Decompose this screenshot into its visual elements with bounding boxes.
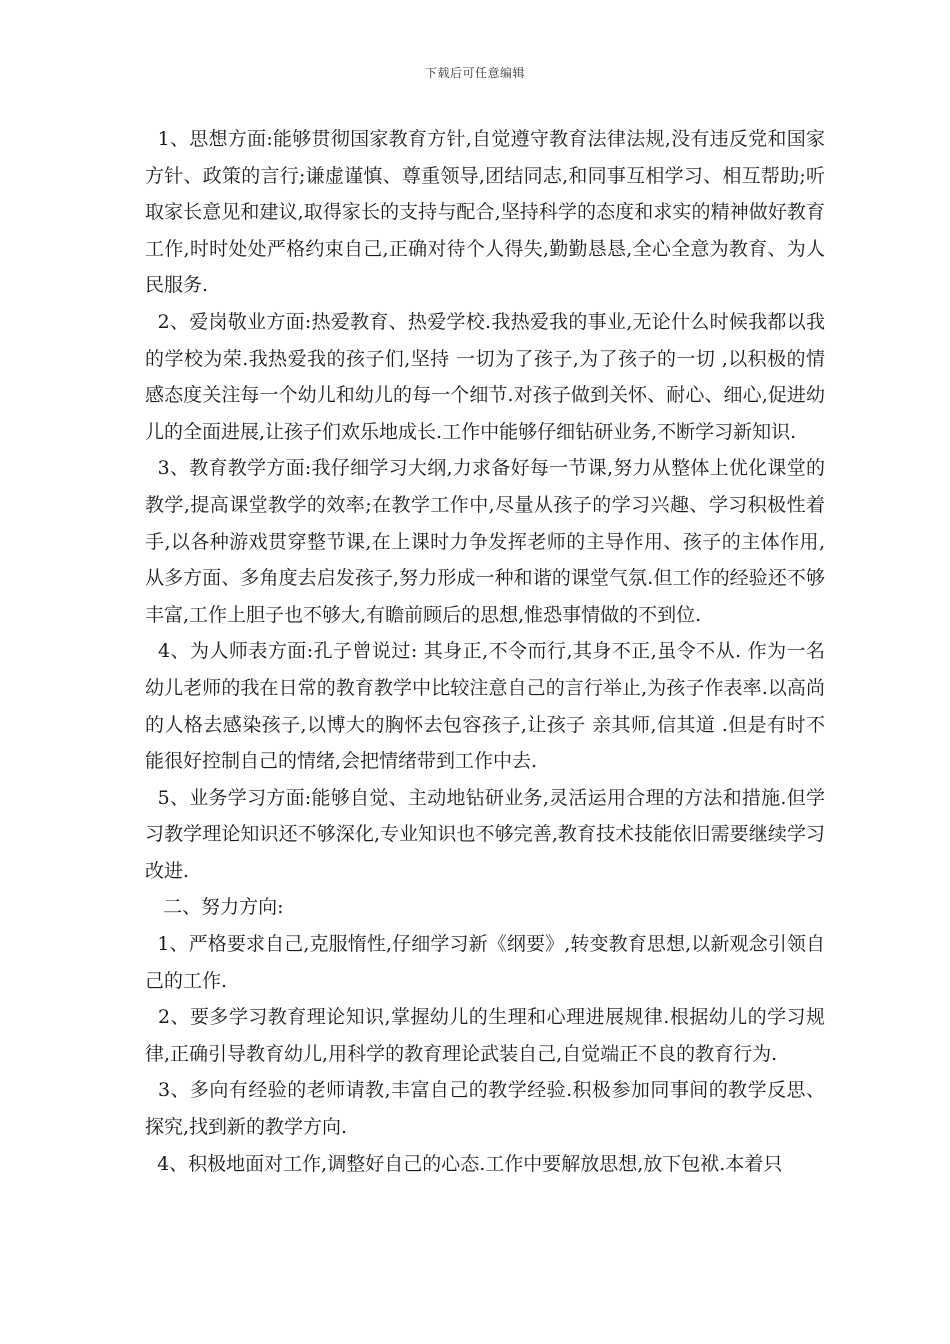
paragraph-direction-2: 2、要多学习教育理论知识,掌握幼儿的生理和心理进展规律.根据幼儿的学习规律,正确引导教育幼儿,用科学的教育理论武装自己,自觉端正不良的教育行为. <box>145 1006 825 1065</box>
paragraph-role-model: 4、为人师表方面:孔子曾说过: 其身正,不令而行,其身不正,虽令不从. 作为一名幼儿老师的我在日常的教育教学中比较注意自己的言行举止,为孩子作表率.以高尚的人格去感染孩子,以博大的胸怀去包容孩子,让孩子 亲其师,信其道 .但是有时不能很好控制自己的情绪,会把情绪带到工作中去. <box>145 640 825 773</box>
document-body <box>145 121 825 1182</box>
section-heading-direction: 二、努力方向: <box>145 896 284 919</box>
paragraph-study: 5、业务学习方面:能够自觉、主动地钻研业务,灵活运用合理的方法和措施.但学习教学理论知识还不够深化,专业知识也不够完善,教育技术技能依旧需要继续学习改进. <box>145 786 825 882</box>
paragraph-teaching: 3、教育教学方面:我仔细学习大纲,力求备好每一节课,努力从整体上优化课堂的教学,提高课堂教学的效率;在教学工作中,尽量从孩子的学习兴趣、学习积极性着手,以各种游戏贯穿整节课,在上课时力争发挥老师的主导作用、孩子的主体作用,从多方面、多角度去启发孩子,努力形成一种和谐的课堂气氛.但工作的经验还不够丰富,工作上胆子也不够大,有瞻前顾后的思想,惟恐事情做的不到位. <box>145 457 825 626</box>
page-header-note: 下载后可任意编辑 <box>424 66 525 80</box>
paragraph-direction-3: 3、多向有经验的老师请教,丰富自己的教学经验.积极参加同事间的教学反思、探究,找到新的教学方向. <box>145 1079 825 1139</box>
paragraph-dedication: 2、爱岗敬业方面:热爱教育、热爱学校.我热爱我的事业,无论什么时候我都以我的学校为荣.我热爱我的孩子们,坚持 一切为了孩子,为了孩子的一切 ,以积极的情感态度关注每一个幼儿和幼儿的每一个细节.对孩子做到关怀、耐心、细心,促进幼儿的全面进展,让孩子们欢乐地成长.工作中能够仔细钻研业务,不断学习新知识. <box>145 310 825 443</box>
paragraph-direction-1: 1、严格要求自己,克服惰性,仔细学习新《纲要》,转变教育思想,以新观念引领自己的工作. <box>145 933 825 992</box>
paragraph-thought: 1、思想方面:能够贯彻国家教育方针,自觉遵守教育法律法规,没有违反党和国家方针、政策的言行;谦虚谨慎、尊重领导,团结同志,和同事互相学习、相互帮助;听取家长意见和建议,取得家长的支持与配合,坚持科学的态度和求实的精神做好教育工作,时时处处严格约束自己,正确对待个人得失,勤勤恳恳,全心全意为教育、为人民服务. <box>145 128 825 297</box>
paragraph-direction-4: 4、积极地面对工作,调整好自己的心态.工作中要解放思想,放下包袱.本着只 <box>145 1152 783 1175</box>
